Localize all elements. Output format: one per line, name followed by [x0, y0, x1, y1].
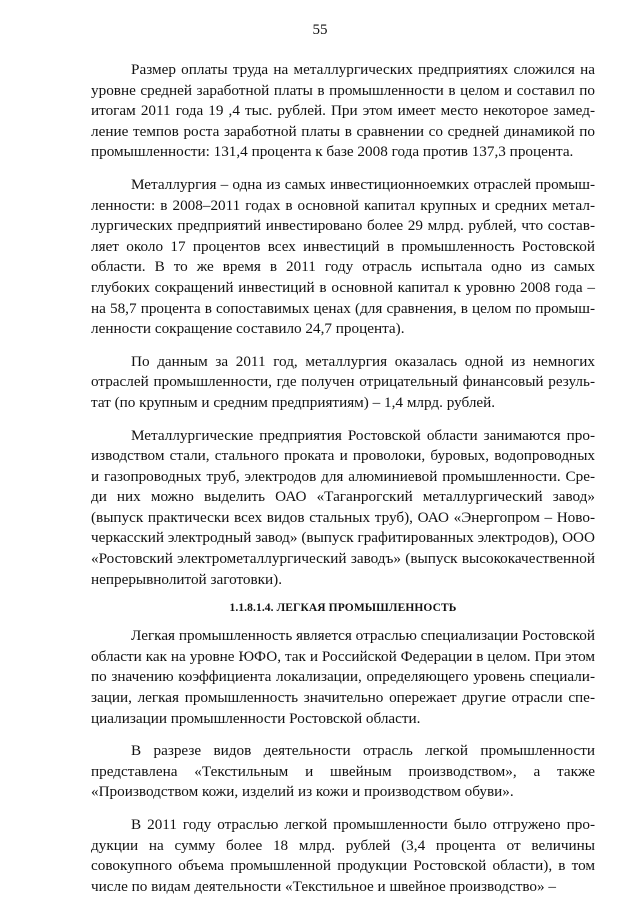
paragraph-shipped-products: В 2011 году отраслью легкой промышленности было отгружено продукции на сумму более 18 млрд. рублей (3,4 процента от величины совокупного объема промышленной продукции Ростовской области), в том числе по видам деятельности «Текстильное и швейное производство» –: [91, 816, 595, 895]
page-body: [91, 60, 595, 909]
paragraph-enterprises: Металлургические предприятия Ростовской области занимаются производством стали, стального проката и проволоки, буровых, водопроводных и газопроводных труб, электродов для алюминиевой промышленности. Среди них можно выделить ОАО «Таганрогский металлургический завод» (выпуск практически всех видов стальных труб), ОАО «Энергопром – Новочеркасский электродный завод» (выпуск графитированных электродов), ООО «Ростовский электрометаллургический заводъ» (выпуск высококачественной непрерывнолитой заготовки).: [91, 426, 595, 588]
paragraph-activity-types: В разрезе видов деятельности отрасль легкой промышленности представлена «Текстильным и швейным производством», а также «Производством кожи, изделий из кожи и производством обуви».: [91, 742, 595, 801]
paragraph-investment: Металлургия – одна из самых инвестиционноемких отраслей промышленности: в 2008–2011 годах в основной капитал крупных и средних металлургических предприятий инвестировано более 29 млрд. рублей, что составляет около 17 процентов всех инвестиций в промышленность Ростовской области. В то же время в 2011 году отрасль испытала одно из самых глубоких сокращений инвестиций в основной капитал к уровню 2008 года – на 58,7 процента в сопоставимых ценах (для сравнения, в целом по промышленности сокращение составило 24,7 процента).: [91, 175, 595, 338]
paragraph-salary: Размер оплаты труда на металлургических предприятиях сложился на уровне средней заработной платы в промышленности в целом и составил по итогам 2011 года 19 ,4 тыс. рублей. При этом имеет место некоторое замедление темпов роста заработной платы в сравнении со средней динамикой по промышленности: 131,4 процента к базе 2008 года против 137,3 процента.: [91, 61, 595, 161]
section-heading: 1.1.8.1.4. ЛЕГКАЯ ПРОМЫШЛЕННОСТЬ: [229, 602, 457, 615]
paragraph-light-industry-specialization: Легкая промышленность является отраслью специализации Ростовской области как на уровне ЮФО, так и Российской Федерации в целом. При этом по значению коэффициента локализации, определяющего уровень специализации, легкая промышленность значительно опережает другие отрасли специализации промышленности Ростовской области.: [91, 627, 595, 727]
paragraph-financial-result: По данным за 2011 год, металлургия оказалась одной из немногих отраслей промышленности, где получен отрицательный финансовый результат (по крупным и средним предприятиям) – 1,4 млрд. рублей.: [91, 352, 595, 411]
page-number: 55: [312, 22, 328, 38]
